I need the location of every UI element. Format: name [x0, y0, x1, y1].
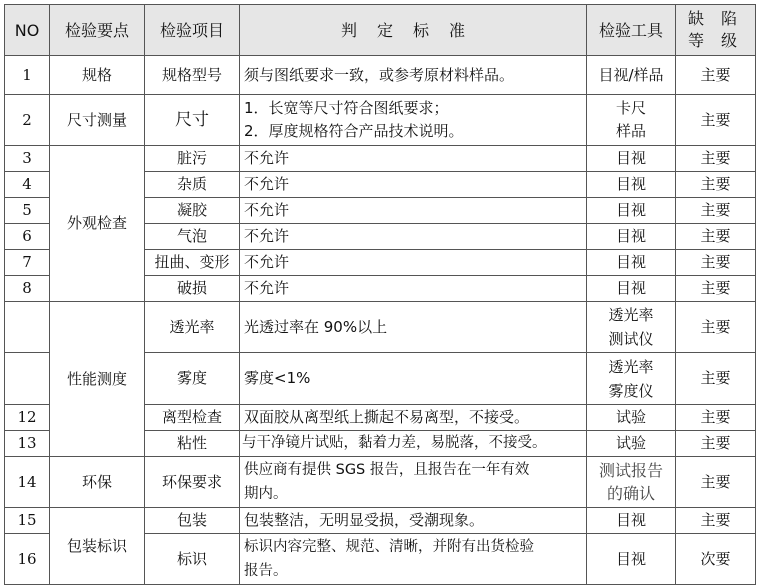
cell-criteria: 与干净镜片试贴，黏着力差，易脱落，不接受。 — [240, 431, 587, 457]
cell-no: 2 — [5, 95, 50, 146]
cell-grade: 主要 — [676, 146, 756, 172]
cell-criteria: 光透过率在 90%以上 — [240, 302, 587, 353]
cell-item: 环保要求 — [145, 457, 240, 508]
tool-line: 雾度仪 — [608, 381, 654, 400]
cell-grade: 主要 — [676, 56, 756, 95]
cell-point: 包装标识 — [50, 508, 145, 585]
cell-grade: 主要 — [676, 302, 756, 353]
header-grade-line1: 缺 陷 — [687, 9, 744, 28]
tool-line: 测试仪 — [608, 330, 654, 348]
cell-item: 透光率 — [145, 302, 240, 353]
criteria-line: 2．厚度规格符合产品技术说明。 — [244, 122, 464, 140]
cell-criteria: 双面胶从离型纸上撕起不易离型，不接受。 — [240, 405, 587, 431]
cell-no — [5, 302, 50, 353]
cell-criteria — [240, 457, 587, 508]
cell-grade: 主要 — [676, 172, 756, 198]
cell-no: 15 — [5, 508, 50, 534]
cell-criteria — [240, 534, 587, 585]
cell-item: 雾度 — [145, 353, 240, 405]
cell-criteria: 不允许 — [240, 250, 587, 276]
cell-criteria: 不允许 — [240, 146, 587, 172]
cell-tool — [587, 457, 676, 508]
cell-criteria: 雾度<1% — [240, 353, 587, 405]
table-row — [5, 457, 756, 508]
criteria-line: 供应商有提供 SGS 报告，且报告在一年有效 — [244, 462, 530, 478]
cell-no: 8 — [5, 276, 50, 302]
criteria-line: 1．长宽等尺寸符合图纸要求； — [244, 99, 449, 117]
cell-grade: 主要 — [676, 276, 756, 302]
cell-no: 1 — [5, 56, 50, 95]
cell-item: 尺寸 — [145, 95, 240, 146]
cell-criteria: 不允许 — [240, 276, 587, 302]
cell-tool: 目视 — [587, 224, 676, 250]
cell-point: 规格 — [50, 56, 145, 95]
cell-grade: 主要 — [676, 508, 756, 534]
cell-tool — [587, 353, 676, 405]
header-row — [5, 5, 756, 56]
cell-grade: 主要 — [676, 95, 756, 146]
cell-item: 标识 — [145, 534, 240, 585]
cell-no: 3 — [5, 146, 50, 172]
cell-grade: 次要 — [676, 534, 756, 585]
header-inspection-point: 检验要点 — [50, 5, 145, 56]
tool-line: 的确认 — [606, 484, 655, 503]
header-no: NO — [5, 5, 50, 56]
cell-grade: 主要 — [676, 457, 756, 508]
cell-criteria: 不允许 — [240, 172, 587, 198]
table-row — [5, 56, 756, 95]
cell-tool: 目视 — [587, 508, 676, 534]
cell-item: 凝胶 — [145, 198, 240, 224]
cell-grade: 主要 — [676, 198, 756, 224]
cell-item: 脏污 — [145, 146, 240, 172]
cell-tool: 试验 — [587, 431, 676, 457]
cell-point: 尺寸测量 — [50, 95, 145, 146]
cell-no: 12 — [5, 405, 50, 431]
cell-criteria: 不允许 — [240, 224, 587, 250]
cell-point: 外观检查 — [50, 146, 145, 302]
cell-item: 气泡 — [145, 224, 240, 250]
cell-item: 破损 — [145, 276, 240, 302]
tool-line: 测试报告 — [598, 461, 663, 480]
tool-line: 样品 — [615, 122, 646, 140]
tool-line: 透光率 — [608, 306, 654, 324]
cell-item: 包装 — [145, 508, 240, 534]
cell-no: 13 — [5, 431, 50, 457]
cell-tool: 目视 — [587, 146, 676, 172]
cell-point: 性能测度 — [50, 302, 145, 457]
cell-item: 离型检查 — [145, 405, 240, 431]
cell-tool — [587, 95, 676, 146]
header-tool: 检验工具 — [587, 5, 676, 56]
cell-tool: 目视 — [587, 250, 676, 276]
table-row — [5, 508, 756, 534]
cell-criteria: 包装整洁，无明显受损，受潮现象。 — [240, 508, 587, 534]
cell-no: 5 — [5, 198, 50, 224]
cell-no: 4 — [5, 172, 50, 198]
criteria-line: 报告。 — [244, 563, 288, 579]
header-criteria: 判定标准 — [240, 5, 587, 56]
cell-no — [5, 353, 50, 405]
cell-item: 扭曲、变形 — [145, 250, 240, 276]
cell-item: 粘性 — [145, 431, 240, 457]
cell-no: 7 — [5, 250, 50, 276]
cell-grade: 主要 — [676, 353, 756, 405]
cell-no: 14 — [5, 457, 50, 508]
cell-grade: 主要 — [676, 431, 756, 457]
inspection-standard-table — [4, 4, 756, 585]
tool-line: 透光率 — [608, 357, 654, 376]
cell-criteria: 须与图纸要求一致，或参考原材料样品。 — [240, 56, 587, 95]
cell-no: 6 — [5, 224, 50, 250]
cell-tool: 目视/样品 — [587, 56, 676, 95]
header-defect-grade — [676, 5, 756, 56]
cell-point: 环保 — [50, 457, 145, 508]
cell-tool: 目视 — [587, 198, 676, 224]
table-row — [5, 146, 756, 172]
cell-grade: 主要 — [676, 405, 756, 431]
cell-item: 杂质 — [145, 172, 240, 198]
cell-criteria: 不允许 — [240, 198, 587, 224]
cell-tool: 目视 — [587, 534, 676, 585]
header-grade-line2: 等 级 — [687, 31, 744, 50]
cell-tool: 目视 — [587, 276, 676, 302]
cell-tool: 目视 — [587, 172, 676, 198]
cell-tool — [587, 302, 676, 353]
tool-line: 卡尺 — [615, 99, 646, 117]
criteria-line: 标识内容完整、规范、清晰，并附有出货检验 — [244, 539, 534, 555]
cell-grade: 主要 — [676, 224, 756, 250]
cell-item: 规格型号 — [145, 56, 240, 95]
cell-no: 16 — [5, 534, 50, 585]
cell-grade: 主要 — [676, 250, 756, 276]
table-row — [5, 302, 756, 353]
cell-tool: 试验 — [587, 405, 676, 431]
cell-criteria — [240, 95, 587, 146]
criteria-line: 期内。 — [244, 486, 288, 502]
table-row — [5, 95, 756, 146]
header-inspection-item: 检验项目 — [145, 5, 240, 56]
